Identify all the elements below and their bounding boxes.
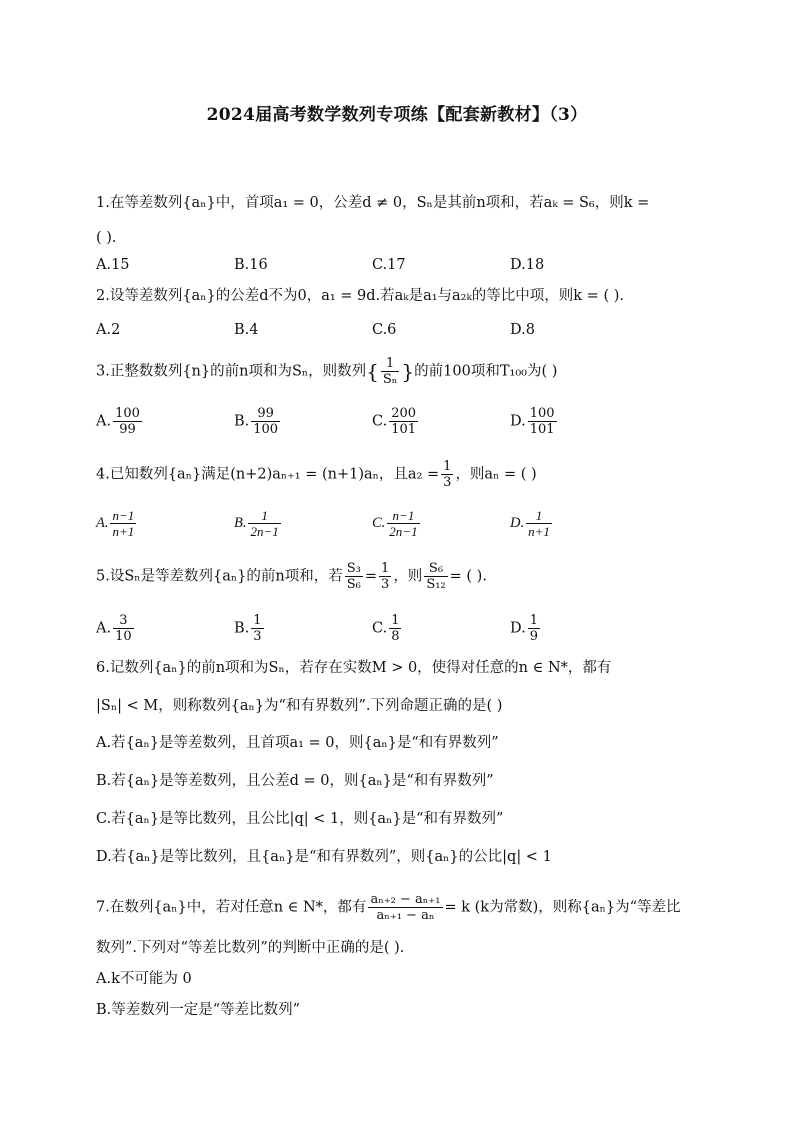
q5-stem-pre: 5.设Sₙ是等差数列{aₙ}的前n项和，若	[96, 568, 343, 585]
q3-option-c-fraction: $\frac{200}{101}$	[391, 406, 417, 437]
q3-option-b: B. $\frac{99}{100}$	[234, 406, 279, 437]
q7-stem-pre: 7.在数列{aₙ}中，若对任意n ∈ N*，都有	[96, 899, 367, 916]
q2-option-b: B.4	[234, 322, 259, 338]
q5-option-a: A. $\frac{3}{10}$	[96, 613, 132, 644]
brace-right: }	[401, 359, 415, 384]
q6-line1: 6.记数列{aₙ}的前n项和为Sₙ，若存在实数M > 0，使得对任意的n ∈ N*，都有	[96, 660, 612, 676]
q4-option-c: C. $\frac{n-1}{2n-1}$	[372, 508, 418, 539]
q2-option-a: A.2	[96, 322, 121, 338]
q5-stem-post: = ( ).	[449, 568, 487, 585]
q5-fraction-3: $\frac{\text{S₆}}{\text{S₁₂}}$	[426, 561, 446, 592]
q6-option-d: D.若{aₙ}是等比数列，且{aₙ}是“和有界数列”，则{aₙ}的公比|q| < 1	[96, 849, 552, 865]
q1-option-b: B.16	[234, 257, 268, 273]
q6-option-b: B.若{aₙ}是等差数列，且公差d = 0，则{aₙ}是“和有界数列”	[96, 773, 494, 789]
q7-stem	[96, 892, 681, 923]
q6-option-c: C.若{aₙ}是等比数列，且公比|q| < 1，则{aₙ}是“和有界数列”	[96, 811, 504, 827]
page-title: 2024届高考数学数列专项练【配套新教材】（3）	[206, 105, 588, 125]
q5-option-c: C. $\frac{1}{8}$	[372, 613, 400, 644]
q7-stem-post: = k (k为常数)，则称{aₙ}为“等差比	[444, 899, 681, 916]
q2-line1: 2.设等差数列{aₙ}的公差d不为0，a₁ = 9d.若aₖ是a₁与a₂ₖ的等比中项，则k = ( ).	[96, 288, 624, 304]
q5-fraction-1: $\frac{\text{S₃}}{\text{S₆}}$	[346, 561, 361, 592]
q7-line2: 数列”.下列对“等差比数列”的判断中正确的是( ).	[96, 940, 405, 956]
q4-option-c-fraction: $\frac{n-1}{2n-1}$	[389, 508, 418, 539]
q7-option-a: A.k不可能为 0	[96, 971, 192, 987]
q3-stem-pre: 3.正整数数列{n}的前n项和为Sₙ，则数列	[96, 363, 367, 380]
q5-option-d: D. $\frac{1}{9}$	[510, 613, 538, 644]
q1-line1: 1.在等差数列{aₙ}中，首项a₁ = 0，公差d ≠ 0，Sₙ是其前n项和，若aₖ = S₆，则k =	[96, 195, 650, 211]
q5-stem: 5.设Sₙ是等差数列{aₙ}的前n项和，若 $\frac{\text{S₃}}{\text{S₆}}$ = $\frac{1}{3}$ ，则 $\frac{\text{S₆}}{\text{S₁₂}}$ = ( ).	[96, 561, 487, 592]
q4-option-d-fraction: $\frac{1}{n+1}$	[528, 508, 550, 539]
q7-option-b: B.等差数列一定是“等差比数列”	[96, 1002, 301, 1018]
q1-option-a: A.15	[96, 257, 130, 273]
q6-line2: |Sₙ| < M，则称数列{aₙ}为“和有界数列”.下列命题正确的是( )	[96, 698, 503, 714]
q4-stem-post: ，则aₙ = ( )	[455, 466, 537, 483]
q2-option-c: C.6	[372, 322, 397, 338]
q3-option-a-fraction: $\frac{100}{99}$	[115, 406, 140, 437]
q6-option-a: A.若{aₙ}是等差数列，且首项a₁ = 0，则{aₙ}是“和有界数列”	[96, 735, 499, 751]
q3-stem	[96, 356, 557, 387]
q4-option-d: D. $\frac{1}{n+1}$	[510, 508, 550, 539]
q5-option-c-fraction: $\frac{1}{8}$	[391, 613, 400, 644]
q5-option-b-fraction: $\frac{1}{3}$	[253, 613, 262, 644]
q3-option-a: A. $\frac{100}{99}$	[96, 406, 140, 437]
q3-option-b-fraction: $\frac{99}{100}$	[253, 406, 279, 437]
q4-option-a-fraction: $\frac{n-1}{n+1}$	[112, 508, 135, 539]
q4-stem-fraction: $\frac{1}{3}$	[443, 459, 452, 490]
q3-stem-fraction: $\frac{1}{\text{Sₙ}}$	[382, 356, 398, 387]
q1-line2: ( ).	[96, 230, 117, 246]
q4-option-b: B. $\frac{1}{2n-1}$	[234, 508, 279, 539]
q3-option-c: C. $\frac{200}{101}$	[372, 406, 417, 437]
q4-stem	[96, 459, 537, 490]
q4-stem-pre: 4.已知数列{aₙ}满足(n+2)aₙ₊₁ = (n+1)aₙ，且a₂ =	[96, 466, 440, 483]
q2-option-d: D.8	[510, 322, 535, 338]
q5-fraction-2: $\frac{1}{3}$	[381, 561, 390, 592]
q4-option-b-fraction: $\frac{1}{2n-1}$	[250, 508, 279, 539]
q3-option-d-fraction: $\frac{100}{101}$	[529, 406, 555, 437]
q5-option-b: B. $\frac{1}{3}$	[234, 613, 262, 644]
q3-option-d: D. $\frac{100}{101}$	[510, 406, 555, 437]
q4-option-a: A. $\frac{n-1}{n+1}$	[96, 508, 135, 539]
q1-option-d: D.18	[510, 257, 545, 273]
q1-option-c: C.17	[372, 257, 406, 273]
q7-stem-fraction: $\frac{\text{aₙ₊₂ − aₙ₊₁}}{\text{aₙ₊₁ − aₙ}}$	[370, 892, 441, 923]
q3-stem-post: 的前100项和T₁₀₀为( )	[414, 363, 558, 380]
brace-left: {	[366, 359, 379, 384]
q5-option-d-fraction: $\frac{1}{9}$	[529, 613, 538, 644]
q5-option-a-fraction: $\frac{3}{10}$	[115, 613, 132, 644]
